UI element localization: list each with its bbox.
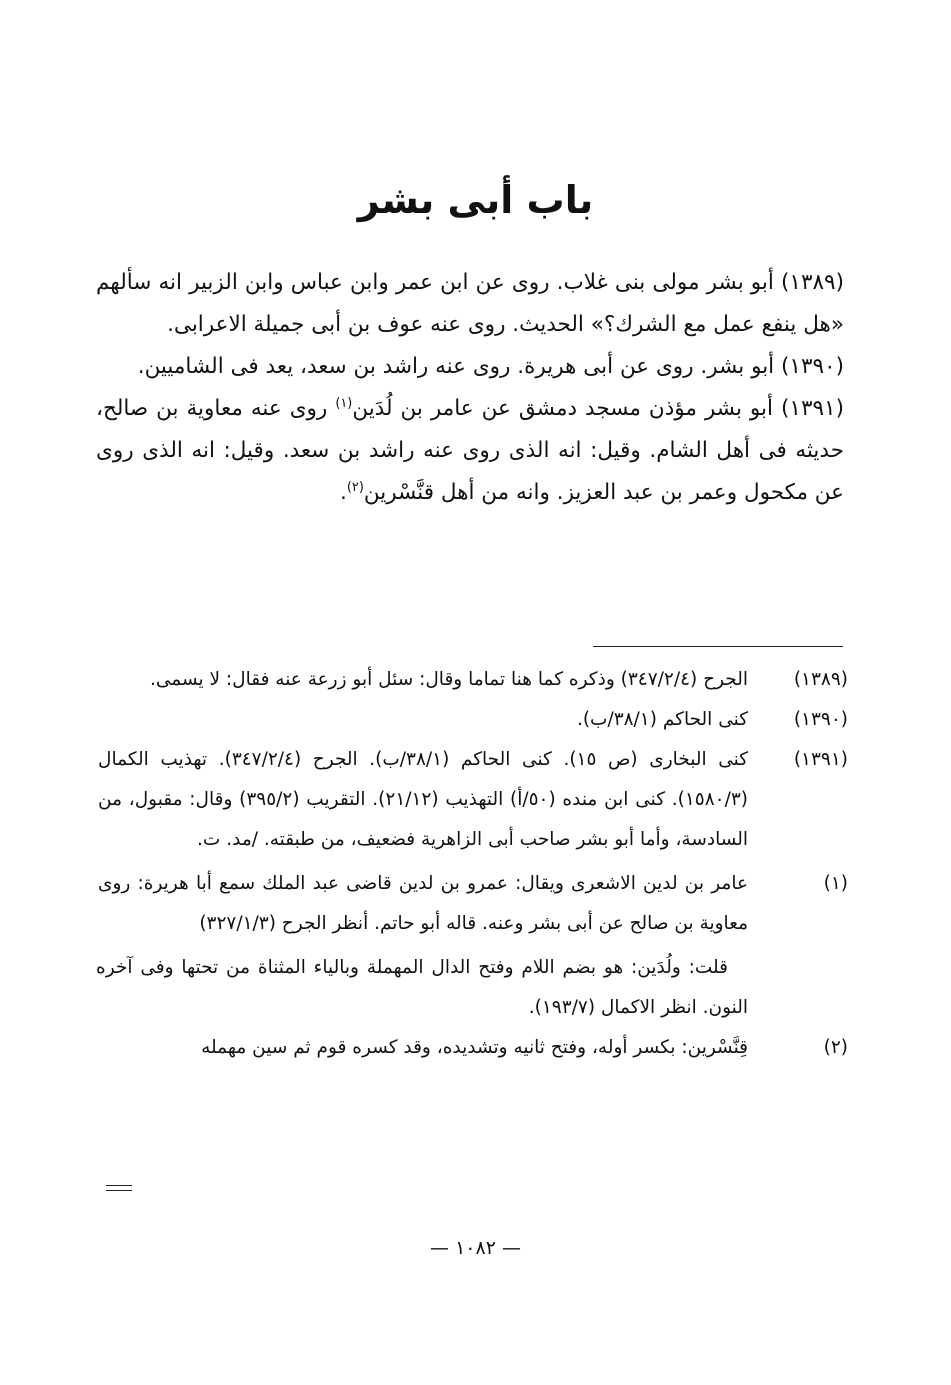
main-text	[96, 262, 844, 514]
footnote-label: (١٣٨٩)	[793, 669, 848, 690]
footnote-label: (١)	[823, 873, 848, 894]
page-number: — ١٠٨٢ —	[430, 1237, 521, 1259]
entry-1390	[96, 346, 844, 388]
entry-number: (١٣٨٩)	[781, 270, 844, 295]
footnote-ref-1: (١)	[335, 395, 353, 411]
entry-text-end: .	[340, 480, 347, 505]
entry-text: أبو بشر. روى عن أبى هريرة. روى عنه راشد بن سعد، يعد فى الشاميين.	[137, 354, 775, 379]
footnote-label: (١٣٩١)	[793, 749, 848, 770]
footnote-text: عامر بن لدين الاشعرى ويقال: عمرو بن لدين قاضى عبد الملك سمع أبا هريرة: روى معاوية بن صالح عن أبى بشر وعنه. قاله أبو حاتم. أنظر الجرح (٣٢٧/١/٣)	[98, 873, 748, 934]
footnote-divider	[593, 646, 843, 647]
footnotes	[96, 660, 848, 1068]
entry-text-part: أبو بشر مؤذن مسجد دمشق عن عامر بن لُدَين	[352, 396, 773, 421]
entry-1389	[96, 262, 844, 346]
entry-number: (١٣٩٠)	[781, 354, 844, 379]
footnote-label: (١٣٩٠)	[793, 709, 848, 730]
footnote-text: كنى البخارى (ص ١٥). كنى الحاكم (٣٨/١/ب). الجرح (٣٤٧/٢/٤). تهذيب الكمال (١٥٨٠/٣). كنى ابن منده (٥٠/أ) التهذيب (٢١/١٢). التقريب (٣٩٥/٢) وقال: مقبول، من السادسة، وأما أبو بشر صاحب أبى الزاهرية فضعيف، من طبقته. /مد. ت.	[98, 749, 749, 850]
footnote-ref-2-note	[96, 1028, 848, 1068]
footnote-text: كنى الحاكم (٣٨/١/ب).	[576, 709, 748, 730]
footnote-ref-2: (٢)	[346, 479, 364, 495]
footnote-ref-1-note	[96, 864, 848, 944]
page-title: باب أبى بشر	[357, 178, 594, 222]
entry-text-part: روى عنه معاوية بن صالح، حديثه فى أهل الشام. وقيل: انه الذى روى عنه راشد بن سعد. وقيل: انه الذى روى عن مكحول وعمر بن عبد العزيز. وانه من أهل قنَّسْرين	[96, 396, 844, 505]
footnote-comment: قلت: ولُدَين: هو بضم اللام وفتح الدال المهملة وبالياء المثناة من تحتها وفى آخره النون. انظر الاكمال (١٩٣/٧).	[96, 957, 748, 1018]
continuation-mark	[106, 1185, 132, 1191]
footnote-label: (٢)	[823, 1037, 848, 1058]
footnote-1391	[96, 740, 848, 860]
footnote-1390	[96, 700, 848, 740]
entry-1391	[96, 388, 844, 514]
footnote-text: الجرح (٣٤٧/٢/٤) وذكره كما هنا تماما وقال: سئل أبو زرعة عنه فقال: لا يسمى.	[149, 669, 748, 690]
entry-text: أبو بشر مولى بنى غلاب. روى عن ابن عمر وابن عباس وابن الزبير انه سألهم «هل ينفع عمل مع الشرك؟» الحديث. روى عنه عوف بن أبى جميلة الاعرابى.	[96, 270, 844, 337]
footnote-1389	[96, 660, 848, 700]
entry-number: (١٣٩١)	[781, 396, 844, 421]
footnote-text: قِنَّسْرين: بكسر أوله، وفتح ثانيه وتشديده، وقد كسره قوم ثم سين مهمله	[201, 1037, 748, 1058]
